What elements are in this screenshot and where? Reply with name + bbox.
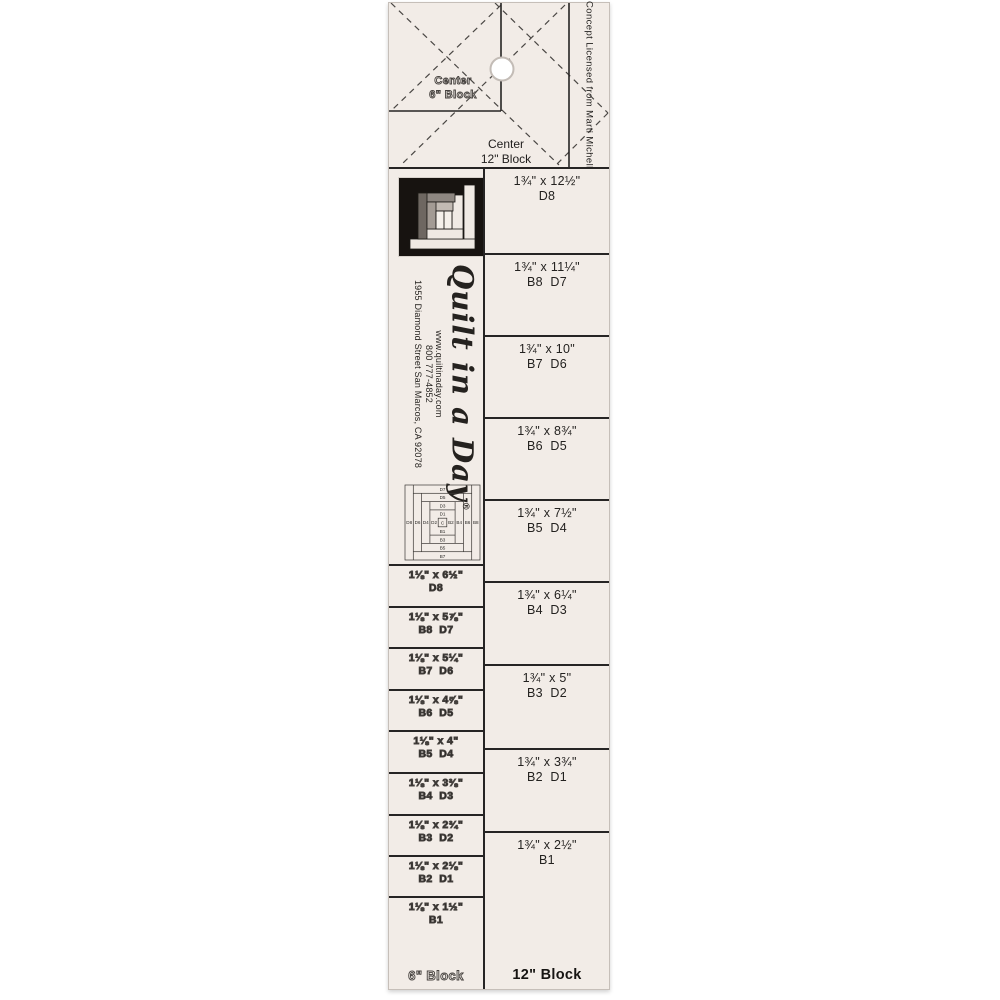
svg-text:D6: D6 <box>414 520 421 526</box>
footer-12-block-label: 12" Block <box>512 967 582 983</box>
svg-text:D5: D5 <box>439 495 446 501</box>
measure-row-6: 1⅛" x 2⅛" B2 D1 <box>389 855 483 898</box>
measure-row-12: 1¾" x 6¼" B4 D3 <box>485 581 609 666</box>
svg-text:B7: B7 <box>439 554 446 559</box>
measure-row-6: 1⅛" x 4" B5 D4 <box>389 730 483 774</box>
svg-text:C: C <box>440 520 445 526</box>
svg-text:D3: D3 <box>439 503 446 509</box>
measure-row-6: 1⅛" x 4⅝" B6 D5 <box>389 689 483 732</box>
measure-row-12: 1¾" x 10" B7 D6 <box>485 335 609 419</box>
measure-row-6: 1⅛" x 1½" B1 <box>389 896 483 991</box>
svg-text:B6: B6 <box>464 520 471 526</box>
measure-row-12: 1¾" x 12½" D8 <box>513 174 581 203</box>
measure-row-12: 1¾" x 2½" B1 <box>485 831 609 991</box>
measure-row-6: 1⅛" x 3⅜" B4 D3 <box>389 772 483 816</box>
svg-text:D2: D2 <box>431 520 438 526</box>
measure-row-12: 1¾" x 3¾" B2 D1 <box>485 748 609 833</box>
measure-row-12: 1¾" x 5" B3 D2 <box>485 664 609 750</box>
measure-row-12: 1¾" x 7½" B5 D4 <box>485 499 609 583</box>
brand-website: www.quiltinaday.com <box>434 330 445 418</box>
center-12-block-label: Center 12" Block <box>480 137 532 166</box>
svg-text:B1: B1 <box>439 529 446 535</box>
measure-row-6: 1⅛" x 2¾" B3 D2 <box>389 814 483 857</box>
footer-6-block-label: 6" Block <box>408 968 464 983</box>
measure-row-6: 1⅛" x 6½" D8 <box>389 564 483 608</box>
svg-text:D7: D7 <box>439 486 446 492</box>
svg-text:D8: D8 <box>406 520 413 526</box>
brand-phone: 800 777-4852 <box>423 345 434 403</box>
svg-text:D1: D1 <box>439 511 446 517</box>
svg-text:B3: B3 <box>439 537 446 543</box>
brand-logo: Quilt in a Day® <box>445 264 480 512</box>
measure-row-6: 1⅛" x 5⅞" B8 D7 <box>389 606 483 649</box>
ruler-top-section <box>389 3 609 169</box>
log-cabin-piecing-diagram <box>404 484 481 561</box>
measure-row-12: 1¾" x 8¾" B6 D5 <box>485 417 609 501</box>
registered-mark: ® <box>460 501 470 512</box>
svg-text:B2: B2 <box>448 520 454 526</box>
measure-row-12: 1¾" x 11¼" B8 D7 <box>485 253 609 337</box>
svg-text:B4: B4 <box>456 520 463 526</box>
svg-text:B8: B8 <box>472 520 479 526</box>
measure-row-6: 1⅛" x 5¼" B7 D6 <box>389 647 483 691</box>
brand-address: 1955 Diamond Street San Marcos, CA 92078 <box>413 279 424 469</box>
license-text: Concept Licensed from Marti Michell <box>583 1 595 169</box>
svg-text:B5: B5 <box>439 545 446 551</box>
log-cabin-block-image <box>398 177 485 257</box>
svg-text:D4: D4 <box>422 520 429 526</box>
center-6-block-label: Center 6" Block <box>429 75 477 101</box>
quilt-ruler <box>388 2 610 990</box>
